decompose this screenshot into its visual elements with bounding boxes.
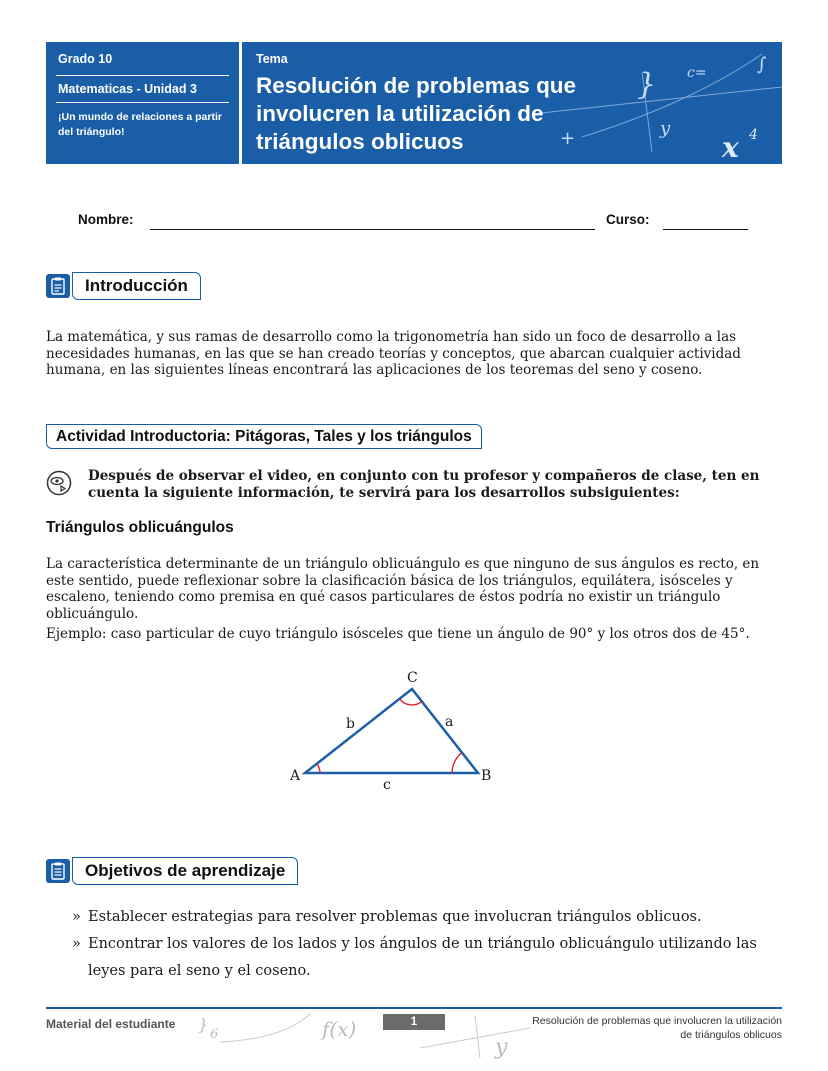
svg-text:+: + (560, 128, 576, 149)
objective-text: Encontrar los valores de los lados y los ángulos de un triángulo oblicuángulo utilizando las leyes para el seno y el coseno. (88, 936, 757, 979)
svg-text:y: y (495, 1035, 508, 1060)
page-number: 1 (383, 1014, 445, 1030)
side-label-b: b (346, 716, 355, 732)
header-right-panel (242, 42, 782, 164)
intro-paragraph: La matemática, y sus ramas de desarrollo como la trigonometría han sido un foco de desarrollo a las necesidades humanas, en las que se han creado teorías y conceptos, que abarcan cualquier actividad humana, en las siguientes líneas encontrará las aplicaciones de los teoremas del seno y coseno. (46, 329, 741, 378)
side-label-c: c (383, 777, 391, 793)
section-subtitle: Triángulos oblicuángulos (46, 519, 234, 536)
svg-text:∫: ∫ (757, 54, 767, 75)
topic-title: Resolución de problemas que involucren la utilización de triángulos oblicuos (256, 73, 577, 154)
grade-label: Grado 10 (58, 52, 113, 66)
activity-instruction: Después de observar el video, en conjunto con tu profesor y compañeros de clase, ten en cuenta la siguiente información, te servirá para los desarrollos subsiguientes: (88, 468, 760, 501)
triangle-paragraph: La característica determinante de un triángulo oblicuángulo es que ninguno de sus ángulos es recto, en este sentido, puede reflexionar sobre la clasificación básica de los triángulos, equilátera, isósceles y escaleno, teniendo como premisa en qué casos particulares de éstos podría no existir un triángulo oblicuángulo. (46, 556, 760, 622)
footer-label: Material del estudiante (46, 1017, 176, 1031)
video-icon (46, 470, 72, 500)
name-field[interactable] (150, 229, 595, 230)
footer-document-title: Resolución de problemas que involucren la utilización de triángulos oblicuos (532, 1015, 782, 1041)
angle-arc-c (399, 699, 421, 705)
triangle-diagram (280, 662, 520, 802)
student-info-row (78, 212, 758, 232)
example-paragraph: Ejemplo: caso particular de cuyo triángulo isósceles que tiene un ángulo de 90° y los otros dos de 45°. (46, 626, 750, 642)
svg-text:y: y (660, 118, 671, 139)
name-label: Nombre: (78, 212, 134, 227)
unit-subtitle: ¡Un mundo de relaciones a partir del triángulo! (58, 111, 222, 138)
objectives-list (72, 904, 788, 985)
svg-text:c=: c= (687, 65, 707, 81)
intro-heading (46, 271, 201, 301)
vertex-label-a: A (290, 768, 301, 784)
svg-text:4: 4 (749, 127, 758, 143)
divider (56, 102, 229, 103)
course-label: Curso: (606, 212, 650, 227)
list-icon (46, 859, 70, 883)
svg-text:}: } (637, 67, 657, 102)
footer-divider (46, 1007, 782, 1009)
vertex-label-b: B (481, 768, 492, 784)
list-item (72, 904, 788, 931)
vertex-label-c: C (407, 670, 418, 686)
topic-label: Tema (256, 52, 288, 66)
clipboard-icon (46, 274, 70, 298)
svg-text:6: 6 (210, 1027, 219, 1042)
activity-heading: Actividad Introductoria: Pitágoras, Tales y los triángulos (46, 424, 482, 449)
bullet: » (72, 909, 81, 925)
header-banner (46, 42, 782, 164)
svg-text:}: } (198, 1015, 209, 1034)
objectives-heading-label: Objetivos de aprendizaje (72, 857, 298, 885)
angle-arc-b (452, 753, 462, 773)
svg-text:f(x): f(x) (322, 1017, 357, 1041)
objectives-heading (46, 856, 298, 886)
footer-math-decoration (190, 1010, 530, 1060)
svg-text:x: x (722, 131, 739, 164)
intro-heading-label: Introducción (72, 272, 201, 300)
bullet: » (72, 936, 81, 952)
subject-label: Matematicas - Unidad 3 (58, 82, 197, 96)
divider (56, 75, 229, 76)
angle-arc-a (317, 764, 320, 773)
course-field[interactable] (663, 229, 748, 230)
objective-text: Establecer estrategias para resolver problemas que involucran triángulos oblicuos. (88, 909, 702, 925)
triangle-shape (305, 689, 478, 773)
list-item (72, 931, 788, 985)
side-label-a: a (445, 714, 454, 730)
header-left-panel (46, 42, 239, 164)
